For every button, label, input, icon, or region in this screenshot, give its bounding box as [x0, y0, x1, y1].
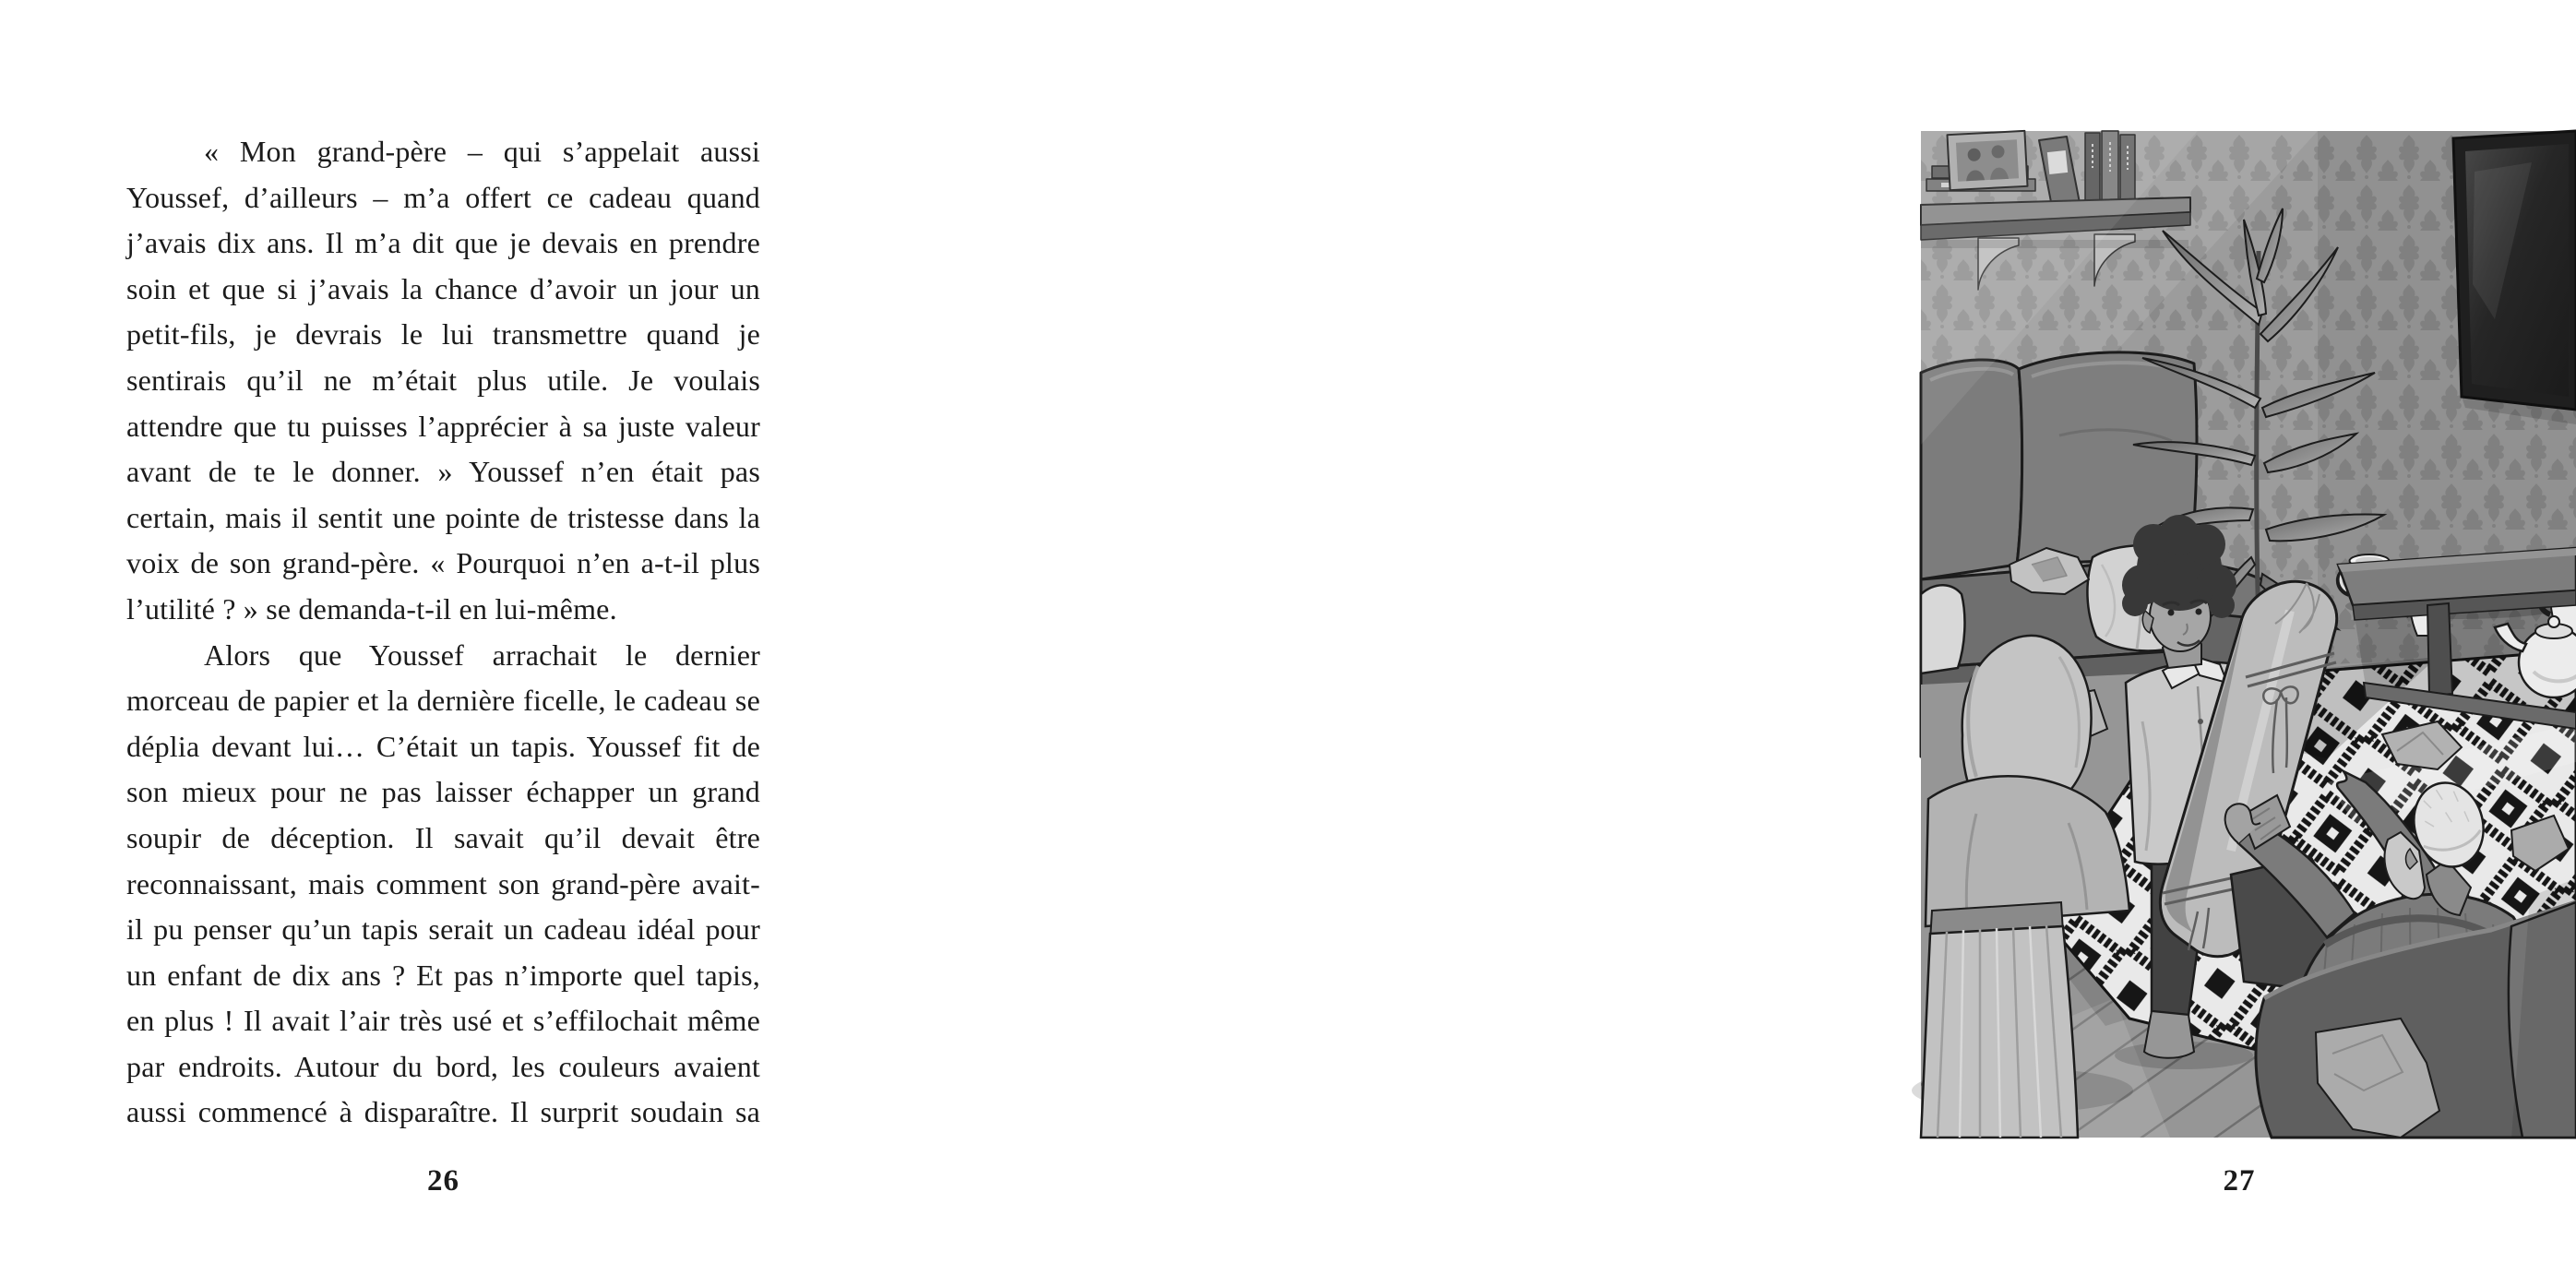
text-line: soupir de déception. Il savait qu’il devait être	[126, 820, 760, 854]
text-line: « Mon grand-père – qui s’appelait aussi	[204, 135, 760, 168]
text-line: un enfant de dix ans ? Et pas n’importe quel tapis,	[126, 958, 760, 992]
text-line: par endroits. Autour du bord, les couleurs avaient	[126, 1049, 760, 1083]
tv	[2453, 131, 2576, 424]
text-line: son mieux pour ne pas laisser échapper un grand	[126, 775, 760, 809]
text-line: en plus ! Il avait l’air très usé et s’effilochait même	[126, 1004, 760, 1038]
boy-afro	[2122, 515, 2236, 618]
text-line: aussi commencé à disparaître. Il surprit soudain sa	[126, 1095, 760, 1129]
page-right	[894, 0, 2256, 1275]
text-block	[126, 129, 760, 1136]
text-line: l’utilité ? » se demanda-t-il en lui-même.	[126, 591, 617, 626]
text-line: j’avais dix ans. Il m’a dit que je devais en prendre	[126, 226, 760, 260]
text-line: Youssef, d’ailleurs – m’a offert ce cadeau quand	[126, 180, 760, 214]
book-illustration	[1921, 131, 2576, 1138]
text-line: Alors que Youssef arrachait le dernier	[204, 638, 760, 672]
page-number-left: 26	[427, 1164, 459, 1198]
text-line: certain, mais il sentit une pointe de tristesse dans la	[126, 500, 760, 534]
page-left	[0, 0, 894, 1275]
illustration-svg	[1921, 131, 2576, 1138]
text-line: il pu penser qu’un tapis serait un cadeau idéal pour	[126, 912, 760, 947]
text-line: voix de son grand-père. « Pourquoi n’en a-t-il plus	[126, 546, 760, 580]
text-line: déplia devant lui… C’était un tapis. Youssef fit de	[126, 729, 760, 763]
text-line: attendre que tu puisses l’apprécier à sa juste valeur	[126, 409, 760, 443]
page-number-right: 27	[2223, 1164, 2256, 1198]
text-line: morceau de papier et la dernière ficelle, le cadeau se	[126, 684, 760, 718]
text-line: petit-fils, je devrais le lui transmettre quand je	[126, 317, 760, 352]
throw-pillow	[1921, 585, 1964, 673]
text-line: avant de te le donner. » Youssef n’en était pas	[126, 455, 760, 489]
table-leg	[2427, 603, 2452, 696]
text-line: sentirais qu’il ne m’était plus utile. Je voulais	[126, 363, 760, 397]
boy-foot	[2144, 1011, 2194, 1058]
text-line: reconnaissant, mais comment son grand-père avait-	[126, 866, 760, 900]
text-line: soin et que si j’avais la chance d’avoir un jour un	[126, 271, 760, 305]
